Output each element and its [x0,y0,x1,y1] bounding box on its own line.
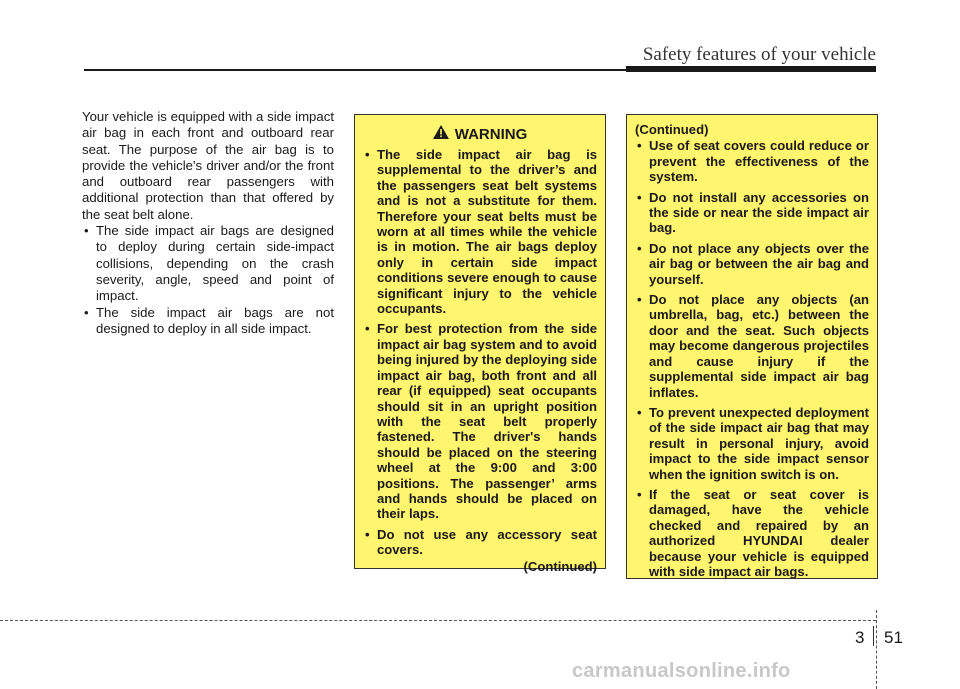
warning-bullet: • For best protection from the side impact air bag system and to avoid being injured by the deploying side impact air bag, both front and all rear (if equipped) seat occupants should sit in an upright position with the seat belt properly fastened. The driver's hands should be placed on the steering wheel at the 9:00 and 3:00 positions. The passenger’ arms and hands should be placed on their laps. [363,321,597,521]
warning-header [363,125,597,144]
continued-bullet: • Use of seat covers could reduce or prevent the effectiveness of the system. [635,138,869,184]
continued-bullet: • To prevent unexpected deployment of the side impact air bag that may result in personal injury, avoid impact to the side impact sensor when the ignition switch is on. [635,405,869,482]
page-number-separator [873,626,874,646]
intro-bullet: • The side impact air bags are not designed to deploy in all side impact. [82,305,334,338]
continued-warning-box [626,114,878,579]
page-header-title: Safety features of your vehicle [642,44,876,65]
continued-label: (Continued) [635,122,709,137]
continued-bullet: • Do not place any objects over the air bag or between the air bag and yourself. [635,241,869,287]
continued-bullet: • Do not install any accessories on the side or near the side impact air bag. [635,190,869,236]
intro-bullet: • The side impact air bags are designed to deploy during certain side-impact collisions, depending on the crash severity, angle, speed and point of impact. [82,223,334,304]
warning-continued-label: (Continued) [523,558,597,574]
intro-paragraph: Your vehicle is equipped with a side impact air bag in each front and outboard rear seat. The purpose of the air bag is to provide the vehicle's driver and/or the front and outboard rear passengers with additional protection than that offered by the seat belt alone. [82,109,334,222]
warning-title: WARNING [454,126,528,143]
page-number: 51 [884,628,903,647]
section-number: 3 [855,628,865,647]
footer-vertical-divider [876,610,877,689]
intro-column [82,109,334,337]
continued-bullet: • Do not place any objects (an umbrella, bag, etc.) between the door and the seat. Such objects may become dangerous projectiles and cause injury if the supplemental side impact air bag inflates. [635,292,869,400]
continued-bullet: • If the seat or seat cover is damaged, have the vehicle checked and repaired by an authorized HYUNDAI dealer because your vehicle is equipped with side impact air bags. [635,487,869,579]
warning-bullet: • The side impact air bag is supplemental to the driver’s and the passengers seat belt systems and is not a substitute for them. Therefore your seat belts must be worn at all times while the vehicle is in motion. The air bags deploy only in certain side impact conditions severe enough to cause significant injury to the vehicle occupants. [363,147,597,316]
warning-bullet: • Do not use any accessory seat covers. [363,527,597,558]
header-rule-accent [626,66,876,72]
watermark-logo: carmanualsonline.info [572,660,791,682]
footer-divider [0,620,876,621]
warning-box [354,114,606,574]
warning-triangle-icon [433,125,449,144]
